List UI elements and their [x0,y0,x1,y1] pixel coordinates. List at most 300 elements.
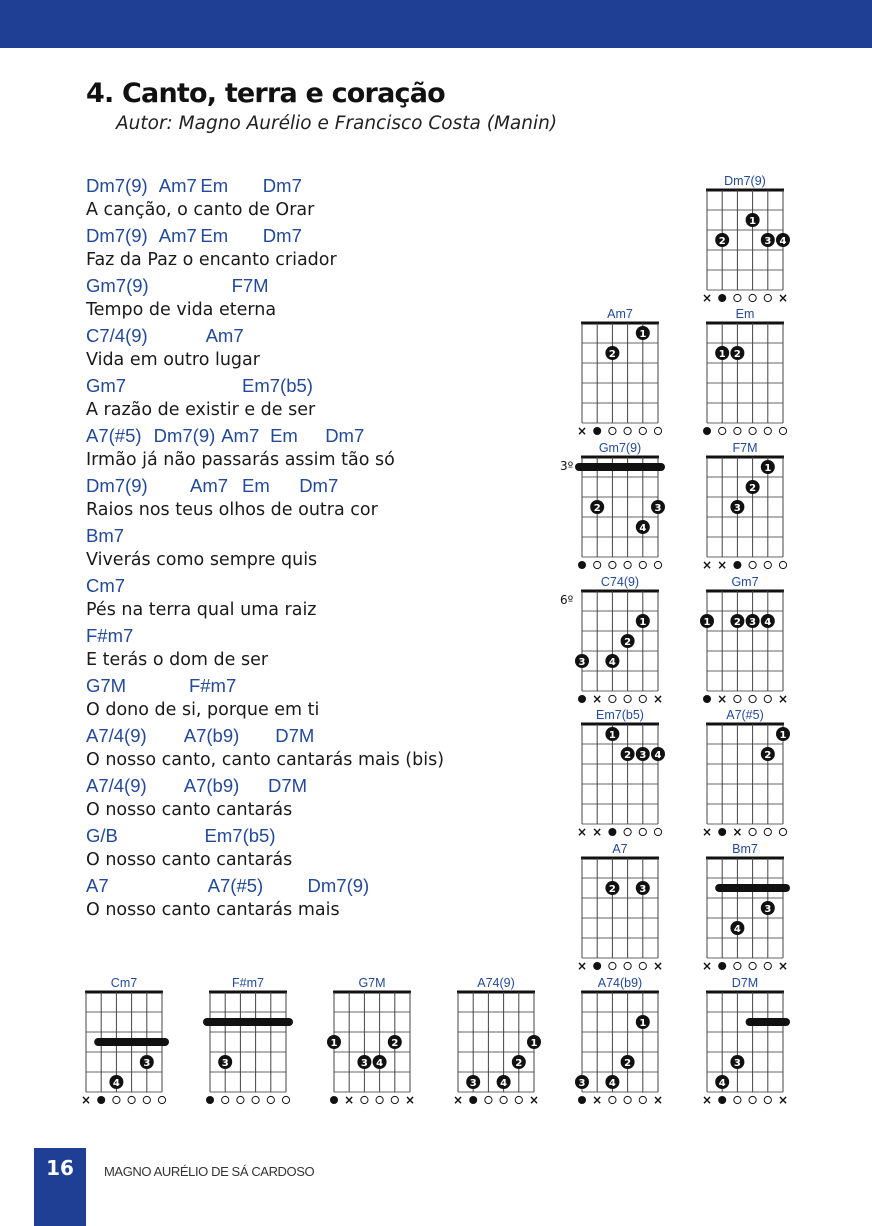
finger-dot [730,614,744,628]
chord-diagram-em [695,307,795,427]
chord-symbol: Em [200,225,229,246]
fretboard-grid [570,842,670,976]
open-string-mark [609,962,616,969]
svg-text:2: 2 [515,1058,523,1069]
page-number: 16 [46,1156,74,1180]
chord-symbol: Em7(b5) [204,825,276,846]
open-string-mark [764,294,771,301]
open-string-mark [609,695,616,702]
chord-diagram-name: Gm7 [731,575,759,589]
muted-string-mark: × [652,692,664,706]
muted-string-mark: × [777,692,789,706]
open-string-mark [624,561,631,568]
open-string-mark [376,1096,383,1103]
open-string-mark [749,427,756,434]
root-dot [608,828,616,836]
svg-text:2: 2 [624,1058,632,1069]
open-string-mark [361,1096,368,1103]
chord-diagram-gm7-9 [560,441,670,561]
finger-dot [776,233,790,247]
chord-line [86,423,566,448]
open-string-mark [734,427,741,434]
chord-symbol: F7M [231,275,269,296]
chord-symbol: Dm7(9) [86,475,148,496]
svg-text:4: 4 [654,750,662,761]
open-string-mark [267,1096,274,1103]
open-string-mark [609,1096,616,1103]
root-dot [718,1096,726,1104]
root-dot [97,1096,105,1104]
muted-string-mark: × [652,959,664,973]
root-dot [733,561,741,569]
finger-dot [512,1055,526,1069]
root-dot [469,1096,477,1104]
finger-dot [636,614,650,628]
chord-symbol: Em [270,425,298,446]
open-string-mark [158,1096,165,1103]
lyric-line: Viverás como sempre quis [86,550,318,570]
muted-string-mark: × [777,1093,789,1107]
root-dot [593,962,601,970]
svg-text:1: 1 [608,730,616,741]
svg-text:4: 4 [608,657,616,668]
fretboard-grid [570,441,670,575]
chord-line [86,323,566,348]
footer-author: MAGNO AURÉLIO DE SÁ CARDOSO [104,1164,315,1179]
finger-dot [605,346,619,360]
open-string-mark [391,1096,398,1103]
svg-text:3: 3 [578,657,586,668]
open-string-mark [624,427,631,434]
lyric-line: Faz da Paz o encanto criador [86,250,337,270]
root-dot [330,1096,338,1104]
muted-string-mark: × [701,825,713,839]
finger-dot [761,460,775,474]
finger-dot [746,213,760,227]
chord-symbol: Dm7(9) [307,875,370,896]
chord-symbol: A7/4(9) [86,725,147,746]
root-dot [593,427,601,435]
svg-text:2: 2 [749,483,757,494]
fret-position-label: 3º [560,459,574,473]
chord-symbol: Dm7(9) [86,175,148,196]
lyric-line: E terás o dom de ser [86,650,269,670]
header-bar [0,0,872,48]
svg-text:4: 4 [608,1078,616,1089]
open-string-mark [515,1096,522,1103]
lyric-line: Pés na terra qual uma raiz [86,600,317,620]
muted-string-mark: × [717,692,728,706]
open-string-mark [764,962,771,969]
root-dot [578,561,586,569]
finger-dot [761,901,775,915]
chord-diagram-name: A74(b9) [597,976,643,990]
chord-diagram-name: Em7(b5) [596,708,644,722]
open-string-mark [719,427,726,434]
svg-text:4: 4 [376,1058,384,1069]
chord-symbol: Dm7(9) [153,425,216,446]
finger-dot [700,614,714,628]
fretboard-grid [446,976,546,1110]
chord-line [86,773,566,798]
finger-dot [636,747,650,761]
muted-string-mark: × [732,825,743,839]
song-author: Autor: Magno Aurélio e Francisco Costa (Manin) [116,113,558,134]
chord-diagram-a7 [570,842,670,973]
open-string-mark [764,427,771,434]
svg-text:1: 1 [703,617,711,628]
chord-diagram-name: A7(#5) [726,708,764,722]
chord-line [86,623,566,648]
svg-text:3: 3 [733,1058,741,1069]
svg-text:4: 4 [733,924,741,935]
fretboard-grid [570,708,670,842]
chord-symbol: A7(b9) [183,775,240,796]
finger-dot [746,480,760,494]
chord-symbol: Gm7 [86,375,127,396]
open-string-mark [624,695,631,702]
root-dot [718,828,726,836]
open-string-mark [764,828,771,835]
chord-diagram-name: C74(9) [600,575,640,589]
open-string-mark [654,561,661,568]
open-string-mark [654,828,661,835]
muted-string-mark: × [701,558,713,572]
finger-dot [715,233,729,247]
finger-dot [357,1055,371,1069]
chord-symbol: F#m7 [86,625,134,646]
open-string-mark [749,962,756,969]
fretboard-grid [74,976,174,1110]
svg-text:1: 1 [330,1038,338,1049]
chord-diagram-name: Dm7(9) [724,174,766,188]
chord-symbol: A7/4(9) [86,775,147,796]
svg-text:2: 2 [718,236,726,247]
open-string-mark [749,695,756,702]
chord-symbol: Dm7 [299,475,339,496]
svg-text:2: 2 [608,349,616,360]
open-string-mark [734,294,741,301]
svg-text:3: 3 [360,1058,368,1069]
chord-diagram-name: Cm7 [110,976,138,990]
open-string-mark [609,427,616,434]
finger-dot [388,1035,402,1049]
chord-symbol: Dm7(9) [86,225,148,246]
root-dot [578,695,586,703]
open-string-mark [624,962,631,969]
open-string-mark [639,828,646,835]
muted-string-mark: × [701,1093,713,1107]
svg-text:2: 2 [624,750,632,761]
fretboard-grid [695,575,795,709]
chord-line [86,273,566,298]
svg-text:2: 2 [624,637,632,648]
chord-symbol: G7M [86,675,127,696]
chord-diagram-d7m [695,976,795,1107]
finger-dot [218,1055,232,1069]
muted-string-mark: × [717,558,728,572]
chord-diagram-name: A7 [612,842,628,856]
muted-string-mark: × [652,1093,664,1107]
finger-dot [761,747,775,761]
chord-symbol: A7(b9) [183,725,240,746]
chord-diagram-name: F#m7 [232,976,264,990]
chord-line [86,223,566,248]
svg-text:4: 4 [764,617,772,628]
open-string-mark [639,561,646,568]
svg-text:3: 3 [221,1058,229,1069]
open-string-mark [779,828,786,835]
finger-dot [746,614,760,628]
open-string-mark [128,1096,135,1103]
finger-dot [497,1075,511,1089]
svg-text:3: 3 [764,236,772,247]
svg-text:1: 1 [639,329,647,340]
svg-text:2: 2 [593,503,601,514]
svg-text:3: 3 [578,1078,586,1089]
lyric-line: A canção, o canto de Orar [86,200,315,220]
root-dot [718,294,726,302]
fretboard-grid [695,976,795,1110]
svg-text:2: 2 [391,1038,399,1049]
finger-dot [373,1055,387,1069]
finger-dot [575,654,589,668]
chord-symbol: Am7 [221,425,260,446]
finger-dot [527,1035,541,1049]
open-string-mark [639,1096,646,1103]
muted-string-mark: × [80,1093,92,1107]
chord-diagram-name: G7M [358,976,386,990]
open-string-mark [143,1096,150,1103]
finger-dot [575,1075,589,1089]
chord-symbol: Em [242,475,270,496]
finger-dot [651,500,665,514]
lyric-line: O nosso canto cantarás [86,800,293,820]
lyric-line: O nosso canto cantarás [86,850,293,870]
fret-position-label: 6º [560,593,574,607]
svg-text:1: 1 [718,349,726,360]
chord-symbol: D7M [268,775,308,796]
muted-string-mark: × [576,959,588,973]
root-dot [578,1096,586,1104]
open-string-mark [624,1096,631,1103]
svg-text:4: 4 [112,1078,120,1089]
svg-text:2: 2 [733,349,741,360]
fretboard-grid [695,708,795,842]
song-body [86,173,566,923]
chord-diagram-a74-b9 [570,976,670,1107]
chord-symbol: C7/4(9) [86,325,148,346]
finger-dot [466,1075,480,1089]
chord-diagram-name: A74(9) [477,976,515,990]
svg-text:3: 3 [639,750,647,761]
finger-dot [109,1075,123,1089]
muted-string-mark: × [576,825,588,839]
fretboard-grid [695,174,795,308]
chord-diagram-name: D7M [731,976,759,990]
open-string-mark [252,1096,259,1103]
chord-symbol: Am7 [190,475,229,496]
finger-dot [730,1055,744,1069]
svg-text:4: 4 [500,1078,508,1089]
chord-diagram-g7m [322,976,422,1107]
svg-text:3: 3 [639,884,647,895]
svg-text:3: 3 [733,503,741,514]
svg-text:3: 3 [469,1078,477,1089]
lyric-line: Raios nos teus olhos de outra cor [86,500,378,520]
svg-text:4: 4 [639,523,647,534]
chord-diagram-name: Em [735,307,755,321]
finger-dot [605,1075,619,1089]
chord-symbol: Em [200,175,229,196]
svg-text:1: 1 [749,216,757,227]
chord-diagram-a7-sharp5 [695,708,795,839]
finger-dot [621,747,635,761]
finger-dot [605,881,619,895]
svg-text:1: 1 [530,1038,538,1049]
chord-diagram-name: Gm7(9) [598,441,642,455]
open-string-mark [222,1096,229,1103]
muted-string-mark: × [592,825,603,839]
finger-dot [730,346,744,360]
finger-dot [636,1015,650,1029]
root-dot [703,427,711,435]
svg-text:1: 1 [779,730,787,741]
lyric-line: Vida em outro lugar [86,350,260,370]
open-string-mark [594,561,601,568]
chord-line [86,723,566,748]
chord-diagram-fsharpm7 [198,976,298,1096]
open-string-mark [764,695,771,702]
chord-symbol: A7 [86,875,109,896]
chord-diagram-dm7-9 [695,174,795,305]
open-string-mark [734,1096,741,1103]
muted-string-mark: × [701,291,713,305]
open-string-mark [500,1096,507,1103]
chord-diagram-am7 [570,307,670,438]
finger-dot [715,346,729,360]
muted-string-mark: × [592,692,603,706]
chord-symbol: Am7 [158,225,197,246]
muted-string-mark: × [344,1093,355,1107]
fretboard-grid [695,307,795,441]
open-string-mark [639,695,646,702]
open-string-mark [734,695,741,702]
finger-dot [636,881,650,895]
chord-line [86,373,566,398]
muted-string-mark: × [404,1093,416,1107]
chord-diagram-name: F7M [732,441,758,455]
finger-dot [590,500,604,514]
finger-dot [761,233,775,247]
open-string-mark [639,427,646,434]
svg-text:3: 3 [143,1058,151,1069]
svg-text:2: 2 [764,750,772,761]
chord-symbol: A7(#5) [86,425,142,446]
chord-diagram-bm7 [695,842,795,973]
open-string-mark [237,1096,244,1103]
chord-line [86,573,566,598]
finger-dot [636,520,650,534]
lyric-line: O dono de si, porque em ti [86,700,320,720]
chord-symbol: Am7 [158,175,197,196]
chord-diagram-c74-9 [560,575,670,706]
chord-symbol: Gm7(9) [86,275,149,296]
muted-string-mark: × [592,1093,603,1107]
finger-dot [327,1035,341,1049]
open-string-mark [654,427,661,434]
open-string-mark [764,561,771,568]
chord-line [86,823,566,848]
muted-string-mark: × [701,959,713,973]
finger-dot [605,727,619,741]
fretboard-grid [570,307,670,441]
chord-symbol: Cm7 [86,575,126,596]
muted-string-mark: × [576,424,588,438]
root-dot [718,962,726,970]
finger-dot [776,727,790,741]
root-dot [206,1096,214,1104]
finger-dot [605,654,619,668]
muted-string-mark: × [452,1093,464,1107]
muted-string-mark: × [528,1093,540,1107]
chord-symbol: Dm7 [325,425,365,446]
muted-string-mark: × [777,291,789,305]
chord-symbol: A7(#5) [207,875,264,896]
svg-text:1: 1 [764,463,772,474]
chord-line [86,173,566,198]
chord-line [86,473,566,498]
chord-symbol: F#m7 [188,675,237,696]
open-string-mark [749,1096,756,1103]
chord-symbol: Dm7 [262,225,302,246]
fretboard-grid [198,976,298,1110]
chord-diagram-gm7 [695,575,795,706]
open-string-mark [639,962,646,969]
svg-text:2: 2 [733,617,741,628]
svg-text:4: 4 [718,1078,726,1089]
finger-dot [730,500,744,514]
finger-dot [715,1075,729,1089]
lyric-line: Irmão já não passarás assim tão só [86,450,395,470]
open-string-mark [749,561,756,568]
open-string-mark [624,828,631,835]
chord-diagram-f7m [695,441,795,572]
open-string-mark [749,828,756,835]
finger-dot [140,1055,154,1069]
open-string-mark [764,1096,771,1103]
chord-line [86,673,566,698]
chord-symbol: G/B [86,825,118,846]
finger-dot [730,921,744,935]
chord-line [86,873,566,898]
lyric-line: Tempo de vida eterna [86,300,277,320]
lyric-line: O nosso canto, canto cantarás mais (bis) [86,750,445,770]
svg-text:1: 1 [639,1018,647,1029]
open-string-mark [609,561,616,568]
chord-diagram-a74-9 [446,976,546,1107]
song-title: 4. Canto, terra e coração [86,78,445,109]
chord-diagram-cm7 [74,976,174,1107]
root-dot [703,695,711,703]
open-string-mark [779,427,786,434]
muted-string-mark: × [777,959,789,973]
chord-symbol: Em7(b5) [242,375,313,396]
finger-dot [761,614,775,628]
fretboard-grid [695,842,795,976]
open-string-mark [113,1096,120,1103]
open-string-mark [779,561,786,568]
